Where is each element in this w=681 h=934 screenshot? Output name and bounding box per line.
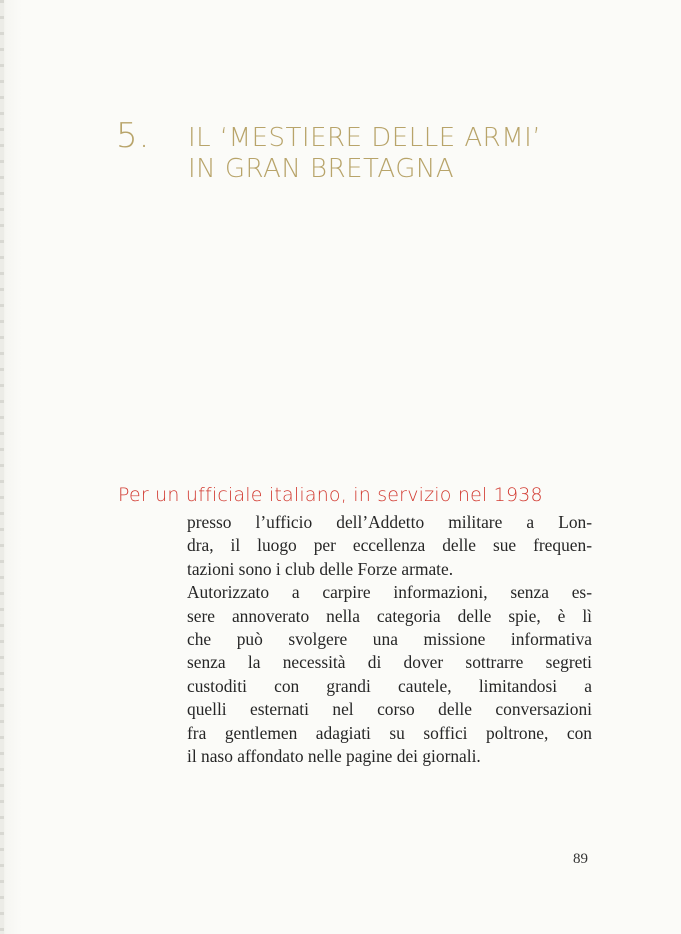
body-line: il naso affondato nelle pagine dei giornali. bbox=[187, 746, 481, 767]
body-paragraph bbox=[187, 511, 592, 768]
body-line: dra, il luogo per eccellenza delle sue frequen- bbox=[187, 535, 592, 556]
body-line: fra gentlemen adagiati su soffici poltrone, con bbox=[187, 722, 592, 743]
body-line: presso l’ufficio dell’Addetto militare a Lon- bbox=[187, 512, 592, 532]
body-line: senza la necessità di dover sottrarre segreti bbox=[187, 652, 592, 673]
body-line: sere annoverato nella categoria delle spie, è lì bbox=[187, 605, 592, 626]
chapter-title-line: IL ‘MESTIERE DELLE ARMI’ bbox=[188, 123, 542, 153]
page-binding-edge bbox=[0, 0, 4, 934]
chapter-number: 5. bbox=[116, 116, 151, 156]
chapter-title-line: IN GRAN BRETAGNA bbox=[188, 154, 455, 184]
page-number: 89 bbox=[573, 851, 588, 867]
body-line: custoditi con grandi cautele, limitandosi a bbox=[187, 675, 592, 696]
lead-sentence: Per un ufficiale italiano, in servizio nel 1938 bbox=[118, 484, 543, 506]
body-line: tazioni sono i club delle Forze armate. bbox=[187, 558, 454, 579]
chapter-title bbox=[188, 123, 608, 185]
body-line: Autorizzato a carpire informazioni, senza es- bbox=[187, 582, 592, 603]
body-line: che può svolgere una missione informativa bbox=[187, 629, 592, 650]
body-line: quelli esternati nel corso delle conversazioni bbox=[187, 699, 592, 720]
